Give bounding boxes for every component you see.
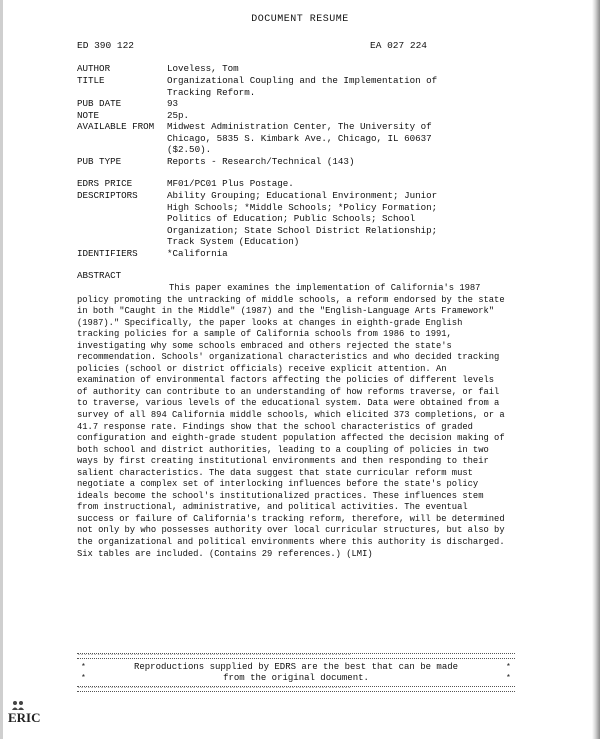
ea-number: EA 027 224 bbox=[370, 40, 428, 51]
scan-left-edge bbox=[0, 0, 3, 739]
scan-right-edge bbox=[592, 0, 600, 739]
field-value: Organizational Coupling and the Implementation of Tracking Reform. bbox=[167, 75, 438, 98]
eric-emblem-icon bbox=[11, 700, 25, 710]
abstract-label: ABSTRACT bbox=[77, 270, 122, 281]
field-label: AVAILABLE FROM bbox=[77, 121, 155, 132]
field-value: *California bbox=[167, 248, 228, 259]
field-value: Loveless, Tom bbox=[167, 63, 239, 74]
field-label: EDRS PRICE bbox=[77, 178, 133, 189]
field-label: NOTE bbox=[77, 110, 100, 121]
document-title: DOCUMENT RESUME bbox=[251, 14, 349, 25]
field-value: Midwest Administration Center, The University of Chicago, 5835 S. Kimbark Ave., Chicago, IL 60637 ($2.50). bbox=[167, 121, 432, 156]
field-value: Ability Grouping; Educational Environment; Junior High Schools; *Middle Schools; *Policy Formation; Politics of Education; Public Schools; School Organization; State School District Relationship; Track System (Education) bbox=[167, 190, 438, 248]
footer-star-left: * bbox=[81, 674, 86, 683]
footer-border-top: *********************************************************************************** bbox=[77, 653, 515, 659]
field-value: 93 bbox=[167, 98, 179, 109]
footer-star-right: * bbox=[506, 663, 511, 672]
field-value: MF01/PC01 Plus Postage. bbox=[167, 178, 294, 189]
footer-repro-line1: Reproductions supplied by EDRS are the best that can be made bbox=[133, 662, 459, 672]
eric-logo-text: ERIC bbox=[8, 710, 41, 725]
eric-logo bbox=[8, 700, 41, 728]
field-label: DESCRIPTORS bbox=[77, 190, 138, 201]
field-label: AUTHOR bbox=[77, 63, 111, 74]
field-value: 25p. bbox=[167, 110, 190, 121]
field-label: IDENTIFIERS bbox=[77, 248, 138, 259]
field-label: PUB TYPE bbox=[77, 156, 122, 167]
ed-number: ED 390 122 bbox=[77, 40, 135, 51]
field-value: Reports - Research/Technical (143) bbox=[167, 156, 355, 167]
footer-star-left: * bbox=[81, 663, 86, 672]
footer-repro-line2: from the original document. bbox=[223, 673, 369, 683]
abstract-text: This paper examines the implementation of California's 1987 policy promoting the untracking of middle schools, a reform endorsed by the state in both "Caught in the Middle" (1987) and the "English-Language Arts Framework" (1987)." Specifically, the paper looks at changes in eighth-grade English tracking policies for a sample of California schools from 1986 to 1991, investigating why some schools embraced and others rejected the state's recommendation. Schools' organizational characteristics and who decided tracking policies (school or district officials) receive explicit attention. An examination of environmental factors affecting the policies of different levels of authority can contribute to an understanding of how reforms traverse, or fail to traverse, various levels of the educational system. Data were obtained from a survey of all 894 California middle schools, which elicited 373 completions, or a 41.7 response rate. Findings show that the school characteristics of graded configuration and eighth-grade student population affected the decision making of both school and district authorities, leading to a coupling of policies in two ways by first creating institutional environments and then responding to their salient characteristics. The data suggest that state curricular reform must negotiate a complex set of interlocking influences before the state's policy ideals become the school's institutionalized practices. These influences stem from instructional, administrative, and political activities. The eventual success or failure of California's tracking reform, therefore, will be determined not only by who possesses authority over local curricular structures, but also by the organizational and political environments where this authority is discharged. Six tables are included. (Contains 29 references.) (LMI) bbox=[77, 283, 505, 559]
footer-border-bottom: *********************************************************************************** bbox=[77, 686, 515, 692]
footer-star-right: * bbox=[506, 674, 511, 683]
field-label: PUB DATE bbox=[77, 98, 122, 109]
field-label: TITLE bbox=[77, 75, 105, 86]
